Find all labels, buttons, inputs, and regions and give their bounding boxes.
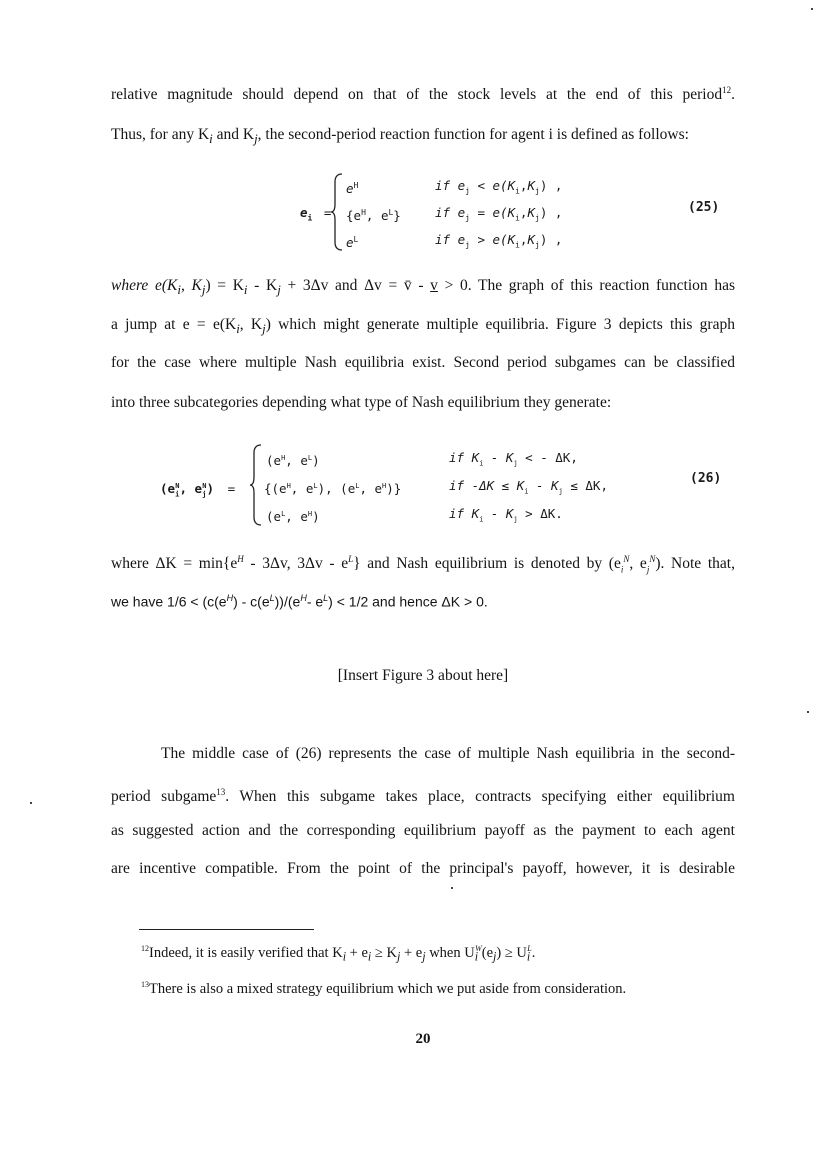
body-line-4: a jump at $e = e(K_i$, $K_j$) which might generate multiple equilibria. Figure 3 depicts this graph — [111, 316, 735, 337]
eq25-case2-condition: if $e_j = e(K_i,K_j)$ , — [435, 205, 563, 223]
body-line-12: are incentive compatible. From the point of the principal's payoff, however, it is desirable — [111, 860, 735, 877]
equation-number-25: (25) — [688, 200, 720, 215]
eq26-lhs: ($e_i^N$, $e_j^N$) = — [160, 481, 236, 499]
text-span: , the second-period reaction function for agent i is defined as follows: — [257, 126, 689, 143]
text-span: relative magnitude should depend on that of the stock levels at the end of this period — [111, 86, 723, 104]
body-line-5: for the case where multiple Nash equilibria exist. Second period subgames can be classified — [111, 354, 735, 371]
body-line-2 — [111, 125, 735, 149]
footnote-ref-13: 13 — [216, 787, 226, 797]
body-line-11: as suggested action and the corresponding equilibrium payoff as the payment to each agent — [111, 822, 735, 839]
text-span: and K — [212, 126, 255, 143]
body-line-6: into three subcategories depending what type of Nash equilibrium they generate: — [111, 394, 612, 411]
eq26-case2-condition: if $-\Delta K \le K_i - K_j \le \Delta K$, — [449, 478, 608, 496]
math-sub: j — [254, 131, 258, 147]
body-line-1: relative magnitude should depend on that of the stock levels at the end of this period$^{12}$. — [111, 85, 735, 104]
eq26-case2-value: {($e^H$, $e^L$), ($e^L$, $e^H$)} — [264, 481, 402, 497]
body-line-7: where $\Delta K = \min\{e^H - 3\Delta v$, $3\Delta v - e^L$} and Nash equilibrium is denoted by ($e_i^N$, $e_j^N$). Note that, — [111, 554, 735, 575]
left-brace-25 — [330, 172, 344, 252]
eq25-case1-condition: if $e_j < e(K_i,K_j)$ , — [435, 178, 563, 196]
page-number: 20 — [415, 1031, 431, 1047]
eq25-lhs: $e_i$ = — [300, 205, 332, 223]
body-line-8: we have $1/6 < (c(e^H) - c(e^L))/(e^H-$ $e^L) < 1/2$ and hence ΔK > 0. — [111, 593, 488, 610]
math-sub: i — [209, 131, 213, 147]
footnote-12: $^{12}$Indeed, it is easily verified that $K_i + e_i \ge K_j + e_j$ when $U_i^W(e_j) \ge U_i^L$. — [141, 944, 536, 964]
eq25-case3-condition: if $e_j > e(K_i,K_j)$ , — [435, 232, 563, 250]
eq26-case3-value: ($e^L$, $e^H$) — [266, 509, 320, 525]
footnote-13: $^{13}$There is also a mixed strategy equilibrium which we put aside from consideration. — [141, 980, 627, 997]
eq25-case1-value: $e^H$ — [346, 181, 359, 197]
eq26-case1-condition: if $K_i - K_j$ < - ΔK, — [449, 450, 578, 468]
text-span: Thus, for any K — [111, 126, 210, 143]
left-brace-26 — [249, 443, 263, 527]
scan-speck — [807, 711, 809, 713]
eq26-case1-value: ($e^H$, $e^L$) — [266, 453, 320, 469]
figure-placeholder-note: [Insert Figure 3 about here] — [337, 667, 509, 684]
body-line-9: The middle case of (26) represents the case of multiple Nash equilibria in the second- — [161, 745, 735, 762]
eq26-case3-condition: if $K_i - K_j > \Delta K$. — [449, 506, 563, 524]
eq25-case2-value: {$e^H$, $e^L$} — [346, 208, 401, 224]
scan-speck — [811, 8, 813, 10]
footnote-ref-12: 12 — [722, 85, 732, 95]
equation-number-26: (26) — [690, 471, 722, 486]
footnote-divider — [139, 929, 314, 930]
scan-speck — [30, 802, 32, 804]
scan-speck — [451, 887, 453, 889]
body-line-10: period subgame$^{13}$. When this subgame takes place, contracts specifying either equilibrium — [111, 787, 735, 806]
body-line-3: where $e(K_i$, $K_j) = K_i - K_j + 3\Delta v$ and Δv = v̄ - v > 0. The graph of this reaction function has — [111, 277, 735, 298]
eq25-case3-value: $e^L$ — [346, 235, 359, 251]
